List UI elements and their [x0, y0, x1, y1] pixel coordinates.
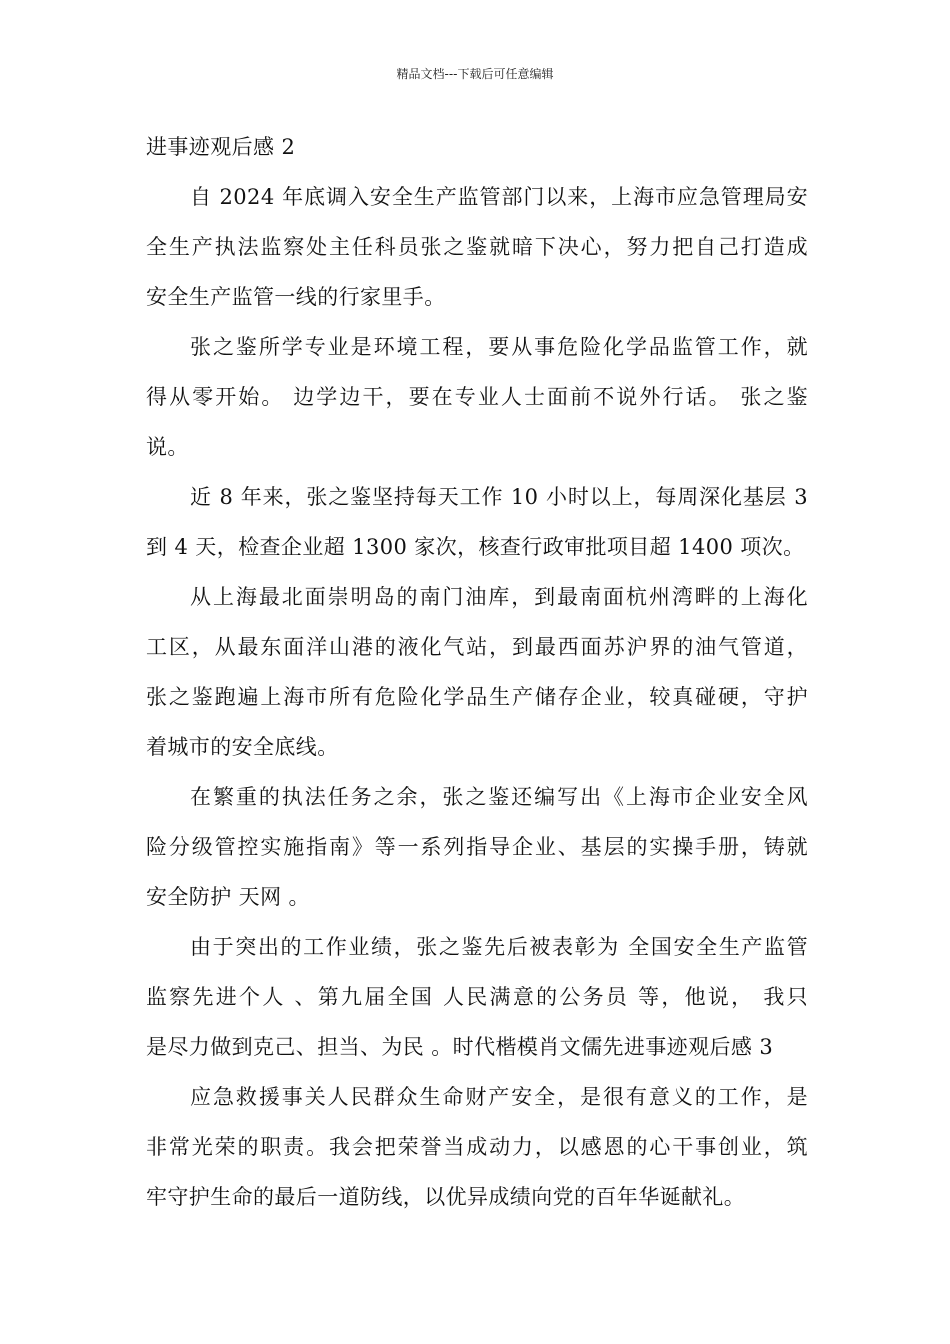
- paragraph-line: 由于突出的工作业绩，张之鉴先后被表彰为 全国安全生产监管: [190, 935, 808, 959]
- paragraph-line: 到 4 天，检查企业超 1300 家次，核查行政审批项目超 1400 项次。: [146, 535, 805, 559]
- paragraph-line: 说。: [146, 435, 189, 459]
- paragraph-line: 自 2024 年底调入安全生产监管部门以来，上海市应急管理局安: [190, 185, 808, 209]
- paragraph-line: 从上海最北面崇明岛的南门油库，到最南面杭州湾畔的上海化: [190, 585, 808, 609]
- paragraph-line: 着城市的安全底线。: [146, 735, 339, 759]
- paragraph-line: 张之鉴跑遍上海市所有危险化学品生产储存企业，较真碰硬，守护: [146, 685, 808, 709]
- document-body: [146, 134, 808, 1211]
- paragraph-line: 在繁重的执法任务之余，张之鉴还编写出《上海市企业安全风: [190, 785, 808, 809]
- section-title: 进事迹观后感 2: [146, 135, 296, 159]
- page-header: 精品文档---下载后可任意编辑: [396, 67, 554, 81]
- paragraph-line: 张之鉴所学专业是环境工程，要从事危险化学品监管工作，就: [190, 335, 808, 359]
- paragraph-line: 牢守护生命的最后一道防线，以优异成绩向党的百年华诞献礼。: [146, 1185, 746, 1209]
- paragraph-line: 安全生产监管一线的行家里手。: [146, 285, 446, 309]
- paragraph-line: 工区，从最东面洋山港的液化气站，到最西面苏沪界的油气管道，: [146, 635, 808, 659]
- paragraph-line: 非常光荣的职责。我会把荣誉当成动力，以感恩的心干事创业，筑: [146, 1135, 808, 1159]
- paragraph-line: 得从零开始。 边学边干，要在专业人士面前不说外行话。 张之鉴: [146, 385, 808, 409]
- paragraph-line: 近 8 年来，张之鉴坚持每天工作 10 小时以上，每周深化基层 3: [190, 485, 808, 509]
- paragraph-line: 应急救援事关人民群众生命财产安全，是很有意义的工作，是: [190, 1085, 808, 1109]
- paragraph-line: 全生产执法监察处主任科员张之鉴就暗下决心，努力把自己打造成: [146, 235, 808, 259]
- paragraph-line: 是尽力做到克己、担当、为民 。时代楷模肖文儒先进事迹观后感 3: [146, 1035, 774, 1059]
- paragraph-line: 安全防护 天网 。: [146, 885, 310, 909]
- paragraph-line: 监察先进个人 、第九届全国 人民满意的公务员 等，他说， 我只: [146, 985, 808, 1009]
- paragraph-line: 险分级管控实施指南》等一系列指导企业、基层的实操手册，铸就: [146, 835, 808, 859]
